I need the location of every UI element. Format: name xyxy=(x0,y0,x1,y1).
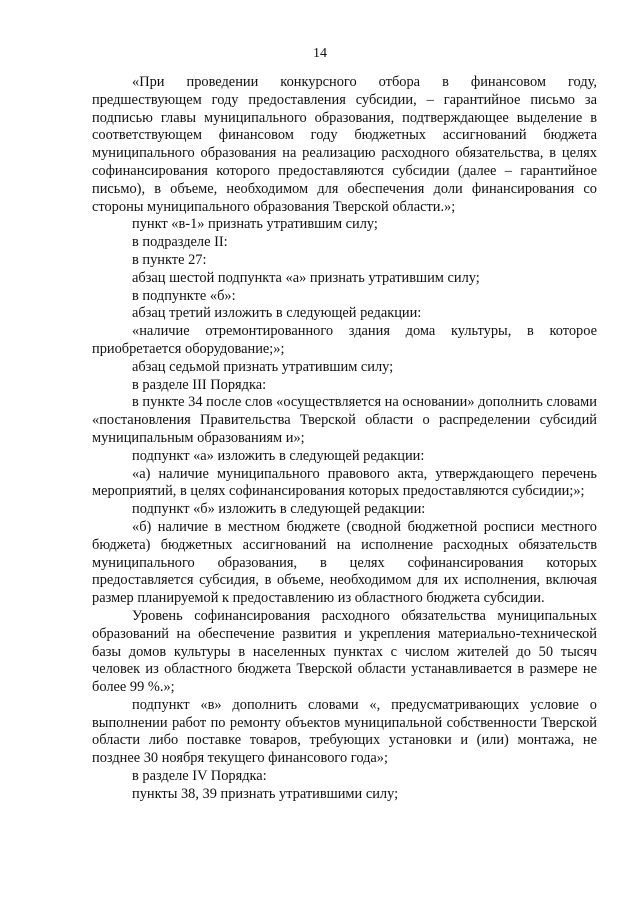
page-number: 14 xyxy=(313,46,327,61)
paragraph-item-v1: пункт «в-1» признать утратившим силу; xyxy=(132,216,378,233)
paragraph-third-indent: абзац третий изложить в следующей редакции: xyxy=(132,305,422,322)
paragraph-point-27: в пункте 27: xyxy=(132,251,207,268)
paragraph-subpoint-v: подпункт «в» дополнить словами «, предусматривающих условие о выполнении работ по ремонту объектов муниципальной собственности Тверской области либо поставке товаров, требующих установки и (или) монтажа, не позднее 30 ноября текущего финансового года»; xyxy=(92,696,597,767)
paragraph-subpoint-b: в подпункте «б»: xyxy=(132,287,236,304)
paragraph-seventh-indent: абзац седьмой признать утратившим силу; xyxy=(132,358,394,375)
paragraph-section-iv: в разделе IV Порядка: xyxy=(132,768,267,785)
paragraph-subpoint-a-heading: подпункт «а» изложить в следующей редакции: xyxy=(132,447,425,464)
document-body xyxy=(92,74,597,804)
paragraph-guarantee-letter: «При проведении конкурсного отбора в финансовом году, предшествующем году предоставления субсидии, – гарантийное письмо за подписью главы муниципального образования, подтверждающее выделение в соответствующем финансовом году бюджетных ассигнований бюджета муниципального образования на реализацию расходного обязательства, в целях софинансирования которого предоставляются субсидии (далее – гарантийное письмо), в объеме, необходимом для обеспечения доли финансирования со стороны муниципального образования Тверской области.»; xyxy=(92,74,597,215)
paragraph-points-38-39: пункты 38, 39 признать утратившими силу; xyxy=(132,785,399,802)
paragraph-subpoint-b-text: «б) наличие в местном бюджете (сводной бюджетной росписи местного бюджета) бюджетных ассигнований на исполнение расходных обязательств муниципального образования, в целях софинансирования которых предоставляется субсидия, в объеме, необходимом для их исполнения, включая размер планируемой к предоставлению из областного бюджета субсидии. xyxy=(92,518,597,607)
paragraph-sixth-indent: абзац шестой подпункта «а» признать утратившим силу; xyxy=(132,269,480,286)
paragraph-cofinancing-level: Уровень софинансирования расходного обязательства муниципальных образований на обеспечение развития и укрепления материально-технической базы домов культуры в населенных пунктах с числом жителей до 50 тысяч человек из областного бюджета Тверской области устанавливается в размере не более 99 %.»; xyxy=(92,607,597,696)
paragraph-subpoint-b-heading: подпункт «б» изложить в следующей редакции: xyxy=(132,501,426,518)
paragraph-subpoint-a-text: «а) наличие муниципального правового акта, утверждающего перечень мероприятий, в целях софинансирования которых предоставляются субсидии;»; xyxy=(92,465,597,500)
paragraph-point-34: в пункте 34 после слов «осуществляется на основании» дополнить словами «постановления Правительства Тверской области о распределении субсидий муниципальным образованиям и»; xyxy=(92,394,597,446)
paragraph-renovated-building: «наличие отремонтированного здания дома культуры, в которое приобретается оборудование;»; xyxy=(92,323,597,357)
paragraph-section-iii: в разделе III Порядка: xyxy=(132,376,267,393)
paragraph-subsection-ii: в подразделе II: xyxy=(132,234,228,251)
